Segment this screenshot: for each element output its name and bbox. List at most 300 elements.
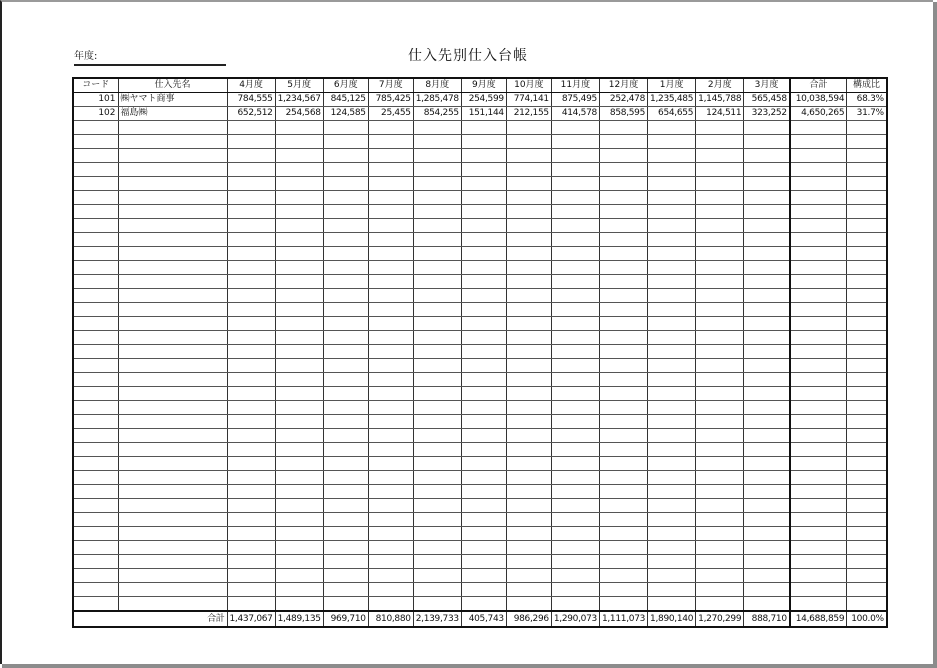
empty-cell[interactable]: [551, 583, 599, 597]
empty-cell[interactable]: [227, 359, 275, 373]
empty-cell[interactable]: [413, 121, 461, 135]
empty-cell[interactable]: [551, 149, 599, 163]
empty-cell[interactable]: [696, 205, 744, 219]
empty-cell[interactable]: [790, 499, 847, 513]
empty-cell[interactable]: [368, 541, 413, 555]
empty-cell[interactable]: [790, 583, 847, 597]
empty-cell[interactable]: [506, 569, 551, 583]
empty-cell[interactable]: [744, 387, 790, 401]
empty-cell[interactable]: [847, 527, 887, 541]
empty-cell[interactable]: [368, 359, 413, 373]
empty-cell[interactable]: [368, 275, 413, 289]
empty-cell[interactable]: [506, 401, 551, 415]
empty-cell[interactable]: [790, 177, 847, 191]
empty-cell[interactable]: [323, 387, 368, 401]
empty-cell[interactable]: [599, 527, 647, 541]
empty-cell[interactable]: [73, 317, 118, 331]
empty-cell[interactable]: [73, 261, 118, 275]
empty-cell[interactable]: [118, 163, 227, 177]
empty-cell[interactable]: [847, 471, 887, 485]
empty-cell[interactable]: [648, 499, 696, 513]
empty-cell[interactable]: [227, 569, 275, 583]
empty-cell[interactable]: [275, 443, 323, 457]
empty-cell[interactable]: [696, 401, 744, 415]
empty-cell[interactable]: [648, 583, 696, 597]
empty-cell[interactable]: [648, 387, 696, 401]
empty-cell[interactable]: [275, 149, 323, 163]
empty-cell[interactable]: [599, 331, 647, 345]
empty-cell[interactable]: [461, 527, 506, 541]
empty-cell[interactable]: [73, 387, 118, 401]
empty-cell[interactable]: [648, 191, 696, 205]
empty-cell[interactable]: [227, 303, 275, 317]
empty-cell[interactable]: [790, 261, 847, 275]
empty-cell[interactable]: [118, 527, 227, 541]
empty-cell[interactable]: [847, 457, 887, 471]
amount-cell[interactable]: 124,511: [696, 107, 744, 121]
empty-cell[interactable]: [368, 401, 413, 415]
amount-cell[interactable]: 845,125: [323, 93, 368, 107]
empty-cell[interactable]: [227, 457, 275, 471]
amount-cell[interactable]: 652,512: [227, 107, 275, 121]
empty-cell[interactable]: [599, 499, 647, 513]
empty-cell[interactable]: [599, 233, 647, 247]
empty-cell[interactable]: [118, 401, 227, 415]
empty-cell[interactable]: [506, 205, 551, 219]
empty-cell[interactable]: [413, 443, 461, 457]
empty-cell[interactable]: [696, 331, 744, 345]
empty-cell[interactable]: [461, 583, 506, 597]
empty-cell[interactable]: [275, 415, 323, 429]
empty-cell[interactable]: [551, 387, 599, 401]
empty-cell[interactable]: [847, 331, 887, 345]
supplier-code-cell[interactable]: 102: [73, 107, 118, 121]
empty-cell[interactable]: [648, 373, 696, 387]
empty-cell[interactable]: [551, 163, 599, 177]
empty-cell[interactable]: [461, 121, 506, 135]
empty-cell[interactable]: [599, 317, 647, 331]
empty-cell[interactable]: [118, 387, 227, 401]
empty-cell[interactable]: [461, 331, 506, 345]
empty-cell[interactable]: [118, 415, 227, 429]
empty-cell[interactable]: [744, 331, 790, 345]
empty-cell[interactable]: [413, 289, 461, 303]
empty-cell[interactable]: [696, 569, 744, 583]
amount-cell[interactable]: 1,145,788: [696, 93, 744, 107]
empty-cell[interactable]: [275, 513, 323, 527]
empty-cell[interactable]: [551, 513, 599, 527]
empty-cell[interactable]: [696, 457, 744, 471]
empty-cell[interactable]: [73, 471, 118, 485]
empty-cell[interactable]: [696, 121, 744, 135]
empty-cell[interactable]: [506, 275, 551, 289]
empty-cell[interactable]: [275, 555, 323, 569]
empty-cell[interactable]: [368, 555, 413, 569]
empty-cell[interactable]: [323, 471, 368, 485]
empty-cell[interactable]: [227, 513, 275, 527]
empty-cell[interactable]: [744, 485, 790, 499]
empty-cell[interactable]: [227, 471, 275, 485]
empty-cell[interactable]: [227, 233, 275, 247]
empty-cell[interactable]: [275, 401, 323, 415]
empty-cell[interactable]: [744, 261, 790, 275]
empty-cell[interactable]: [461, 345, 506, 359]
empty-cell[interactable]: [506, 373, 551, 387]
empty-cell[interactable]: [227, 219, 275, 233]
empty-cell[interactable]: [599, 583, 647, 597]
empty-cell[interactable]: [118, 205, 227, 219]
empty-cell[interactable]: [118, 429, 227, 443]
empty-cell[interactable]: [744, 513, 790, 527]
empty-cell[interactable]: [461, 541, 506, 555]
empty-cell[interactable]: [227, 191, 275, 205]
empty-cell[interactable]: [551, 331, 599, 345]
empty-cell[interactable]: [744, 163, 790, 177]
empty-cell[interactable]: [461, 415, 506, 429]
empty-cell[interactable]: [323, 317, 368, 331]
empty-cell[interactable]: [648, 541, 696, 555]
empty-cell[interactable]: [368, 205, 413, 219]
empty-cell[interactable]: [275, 247, 323, 261]
empty-cell[interactable]: [275, 317, 323, 331]
empty-cell[interactable]: [227, 401, 275, 415]
empty-cell[interactable]: [227, 345, 275, 359]
empty-cell[interactable]: [227, 121, 275, 135]
empty-cell[interactable]: [368, 485, 413, 499]
amount-cell[interactable]: 1,285,478: [413, 93, 461, 107]
amount-cell[interactable]: 785,425: [368, 93, 413, 107]
empty-cell[interactable]: [599, 275, 647, 289]
empty-cell[interactable]: [368, 289, 413, 303]
empty-cell[interactable]: [413, 247, 461, 261]
empty-cell[interactable]: [506, 499, 551, 513]
empty-cell[interactable]: [506, 471, 551, 485]
empty-cell[interactable]: [73, 527, 118, 541]
empty-cell[interactable]: [368, 415, 413, 429]
empty-cell[interactable]: [648, 359, 696, 373]
empty-cell[interactable]: [648, 443, 696, 457]
empty-cell[interactable]: [73, 597, 118, 612]
empty-cell[interactable]: [227, 247, 275, 261]
empty-cell[interactable]: [461, 359, 506, 373]
amount-cell[interactable]: 1,234,567: [275, 93, 323, 107]
amount-cell[interactable]: 124,585: [323, 107, 368, 121]
empty-cell[interactable]: [413, 317, 461, 331]
empty-cell[interactable]: [118, 555, 227, 569]
empty-cell[interactable]: [275, 191, 323, 205]
empty-cell[interactable]: [790, 303, 847, 317]
empty-cell[interactable]: [275, 303, 323, 317]
empty-cell[interactable]: [599, 163, 647, 177]
empty-cell[interactable]: [413, 219, 461, 233]
empty-cell[interactable]: [847, 569, 887, 583]
empty-cell[interactable]: [461, 485, 506, 499]
amount-cell[interactable]: 254,568: [275, 107, 323, 121]
empty-cell[interactable]: [506, 359, 551, 373]
amount-cell[interactable]: 254,599: [461, 93, 506, 107]
empty-cell[interactable]: [118, 275, 227, 289]
empty-cell[interactable]: [323, 177, 368, 191]
empty-cell[interactable]: [227, 555, 275, 569]
empty-cell[interactable]: [118, 121, 227, 135]
empty-cell[interactable]: [323, 247, 368, 261]
empty-cell[interactable]: [744, 415, 790, 429]
empty-cell[interactable]: [744, 443, 790, 457]
empty-cell[interactable]: [118, 597, 227, 612]
empty-cell[interactable]: [648, 317, 696, 331]
empty-cell[interactable]: [323, 499, 368, 513]
empty-cell[interactable]: [506, 583, 551, 597]
empty-cell[interactable]: [744, 583, 790, 597]
empty-cell[interactable]: [648, 471, 696, 485]
empty-cell[interactable]: [648, 429, 696, 443]
supplier-name-cell[interactable]: 福島㈱: [118, 107, 227, 121]
empty-cell[interactable]: [696, 149, 744, 163]
empty-cell[interactable]: [648, 555, 696, 569]
empty-cell[interactable]: [413, 163, 461, 177]
empty-cell[interactable]: [506, 597, 551, 612]
empty-cell[interactable]: [73, 247, 118, 261]
empty-cell[interactable]: [847, 401, 887, 415]
empty-cell[interactable]: [368, 429, 413, 443]
empty-cell[interactable]: [790, 149, 847, 163]
empty-cell[interactable]: [551, 401, 599, 415]
empty-cell[interactable]: [790, 569, 847, 583]
empty-cell[interactable]: [461, 373, 506, 387]
empty-cell[interactable]: [323, 345, 368, 359]
empty-cell[interactable]: [744, 289, 790, 303]
empty-cell[interactable]: [461, 177, 506, 191]
empty-cell[interactable]: [73, 555, 118, 569]
empty-cell[interactable]: [506, 121, 551, 135]
empty-cell[interactable]: [744, 345, 790, 359]
empty-cell[interactable]: [599, 569, 647, 583]
empty-cell[interactable]: [696, 177, 744, 191]
empty-cell[interactable]: [599, 191, 647, 205]
empty-cell[interactable]: [506, 443, 551, 457]
empty-cell[interactable]: [323, 429, 368, 443]
empty-cell[interactable]: [551, 527, 599, 541]
empty-cell[interactable]: [461, 387, 506, 401]
empty-cell[interactable]: [696, 135, 744, 149]
empty-cell[interactable]: [73, 331, 118, 345]
empty-cell[interactable]: [413, 499, 461, 513]
empty-cell[interactable]: [118, 541, 227, 555]
empty-cell[interactable]: [696, 261, 744, 275]
empty-cell[interactable]: [323, 457, 368, 471]
empty-cell[interactable]: [790, 457, 847, 471]
empty-cell[interactable]: [368, 569, 413, 583]
empty-cell[interactable]: [696, 289, 744, 303]
empty-cell[interactable]: [506, 345, 551, 359]
empty-cell[interactable]: [275, 429, 323, 443]
empty-cell[interactable]: [118, 219, 227, 233]
empty-cell[interactable]: [790, 191, 847, 205]
empty-cell[interactable]: [648, 261, 696, 275]
empty-cell[interactable]: [275, 527, 323, 541]
empty-cell[interactable]: [118, 261, 227, 275]
empty-cell[interactable]: [648, 527, 696, 541]
empty-cell[interactable]: [648, 289, 696, 303]
empty-cell[interactable]: [847, 499, 887, 513]
empty-cell[interactable]: [696, 387, 744, 401]
empty-cell[interactable]: [847, 205, 887, 219]
empty-cell[interactable]: [413, 597, 461, 612]
empty-cell[interactable]: [118, 191, 227, 205]
empty-cell[interactable]: [227, 261, 275, 275]
empty-cell[interactable]: [461, 597, 506, 612]
empty-cell[interactable]: [551, 233, 599, 247]
empty-cell[interactable]: [696, 541, 744, 555]
empty-cell[interactable]: [461, 205, 506, 219]
empty-cell[interactable]: [368, 177, 413, 191]
empty-cell[interactable]: [551, 121, 599, 135]
empty-cell[interactable]: [599, 513, 647, 527]
empty-cell[interactable]: [506, 219, 551, 233]
empty-cell[interactable]: [551, 359, 599, 373]
empty-cell[interactable]: [506, 261, 551, 275]
empty-cell[interactable]: [461, 401, 506, 415]
empty-cell[interactable]: [73, 233, 118, 247]
empty-cell[interactable]: [461, 275, 506, 289]
empty-cell[interactable]: [323, 303, 368, 317]
empty-cell[interactable]: [323, 135, 368, 149]
empty-cell[interactable]: [506, 457, 551, 471]
empty-cell[interactable]: [118, 233, 227, 247]
empty-cell[interactable]: [413, 303, 461, 317]
empty-cell[interactable]: [599, 289, 647, 303]
empty-cell[interactable]: [275, 289, 323, 303]
empty-cell[interactable]: [847, 177, 887, 191]
empty-cell[interactable]: [323, 163, 368, 177]
empty-cell[interactable]: [413, 345, 461, 359]
amount-cell[interactable]: 875,495: [551, 93, 599, 107]
amount-cell[interactable]: 414,578: [551, 107, 599, 121]
empty-cell[interactable]: [275, 485, 323, 499]
empty-cell[interactable]: [118, 317, 227, 331]
empty-cell[interactable]: [599, 303, 647, 317]
empty-cell[interactable]: [461, 247, 506, 261]
empty-cell[interactable]: [744, 149, 790, 163]
empty-cell[interactable]: [275, 457, 323, 471]
empty-cell[interactable]: [275, 541, 323, 555]
empty-cell[interactable]: [696, 163, 744, 177]
empty-cell[interactable]: [413, 191, 461, 205]
empty-cell[interactable]: [790, 247, 847, 261]
empty-cell[interactable]: [73, 205, 118, 219]
empty-cell[interactable]: [648, 513, 696, 527]
empty-cell[interactable]: [275, 471, 323, 485]
empty-cell[interactable]: [744, 317, 790, 331]
empty-cell[interactable]: [599, 345, 647, 359]
empty-cell[interactable]: [790, 443, 847, 457]
empty-cell[interactable]: [506, 541, 551, 555]
empty-cell[interactable]: [323, 555, 368, 569]
empty-cell[interactable]: [744, 541, 790, 555]
empty-cell[interactable]: [648, 163, 696, 177]
empty-cell[interactable]: [551, 177, 599, 191]
empty-cell[interactable]: [73, 289, 118, 303]
empty-cell[interactable]: [551, 261, 599, 275]
supplier-code-cell[interactable]: 101: [73, 93, 118, 107]
empty-cell[interactable]: [847, 443, 887, 457]
empty-cell[interactable]: [506, 233, 551, 247]
empty-cell[interactable]: [73, 163, 118, 177]
empty-cell[interactable]: [599, 219, 647, 233]
empty-cell[interactable]: [368, 303, 413, 317]
empty-cell[interactable]: [323, 261, 368, 275]
empty-cell[interactable]: [790, 415, 847, 429]
empty-cell[interactable]: [368, 471, 413, 485]
empty-cell[interactable]: [368, 499, 413, 513]
empty-cell[interactable]: [790, 331, 847, 345]
empty-cell[interactable]: [790, 359, 847, 373]
empty-cell[interactable]: [744, 373, 790, 387]
empty-cell[interactable]: [461, 457, 506, 471]
empty-cell[interactable]: [648, 401, 696, 415]
empty-cell[interactable]: [696, 555, 744, 569]
empty-cell[interactable]: [506, 177, 551, 191]
empty-cell[interactable]: [506, 191, 551, 205]
empty-cell[interactable]: [368, 149, 413, 163]
empty-cell[interactable]: [73, 121, 118, 135]
empty-cell[interactable]: [847, 149, 887, 163]
empty-cell[interactable]: [506, 289, 551, 303]
empty-cell[interactable]: [847, 303, 887, 317]
empty-cell[interactable]: [118, 247, 227, 261]
empty-cell[interactable]: [551, 135, 599, 149]
empty-cell[interactable]: [73, 569, 118, 583]
empty-cell[interactable]: [648, 415, 696, 429]
empty-cell[interactable]: [73, 499, 118, 513]
empty-cell[interactable]: [790, 233, 847, 247]
empty-cell[interactable]: [227, 499, 275, 513]
empty-cell[interactable]: [275, 331, 323, 345]
empty-cell[interactable]: [227, 527, 275, 541]
empty-cell[interactable]: [323, 331, 368, 345]
empty-cell[interactable]: [696, 415, 744, 429]
empty-cell[interactable]: [696, 499, 744, 513]
empty-cell[interactable]: [461, 443, 506, 457]
empty-cell[interactable]: [744, 401, 790, 415]
empty-cell[interactable]: [461, 513, 506, 527]
empty-cell[interactable]: [118, 583, 227, 597]
empty-cell[interactable]: [551, 597, 599, 612]
empty-cell[interactable]: [506, 415, 551, 429]
empty-cell[interactable]: [648, 219, 696, 233]
empty-cell[interactable]: [696, 597, 744, 612]
empty-cell[interactable]: [790, 345, 847, 359]
empty-cell[interactable]: [847, 597, 887, 612]
empty-cell[interactable]: [413, 135, 461, 149]
empty-cell[interactable]: [461, 191, 506, 205]
empty-cell[interactable]: [551, 219, 599, 233]
empty-cell[interactable]: [506, 317, 551, 331]
empty-cell[interactable]: [413, 583, 461, 597]
empty-cell[interactable]: [847, 233, 887, 247]
empty-cell[interactable]: [744, 527, 790, 541]
empty-cell[interactable]: [323, 191, 368, 205]
empty-cell[interactable]: [227, 583, 275, 597]
empty-cell[interactable]: [323, 569, 368, 583]
empty-cell[interactable]: [368, 135, 413, 149]
empty-cell[interactable]: [227, 387, 275, 401]
empty-cell[interactable]: [368, 513, 413, 527]
empty-cell[interactable]: [275, 387, 323, 401]
empty-cell[interactable]: [323, 359, 368, 373]
empty-cell[interactable]: [413, 527, 461, 541]
empty-cell[interactable]: [413, 555, 461, 569]
